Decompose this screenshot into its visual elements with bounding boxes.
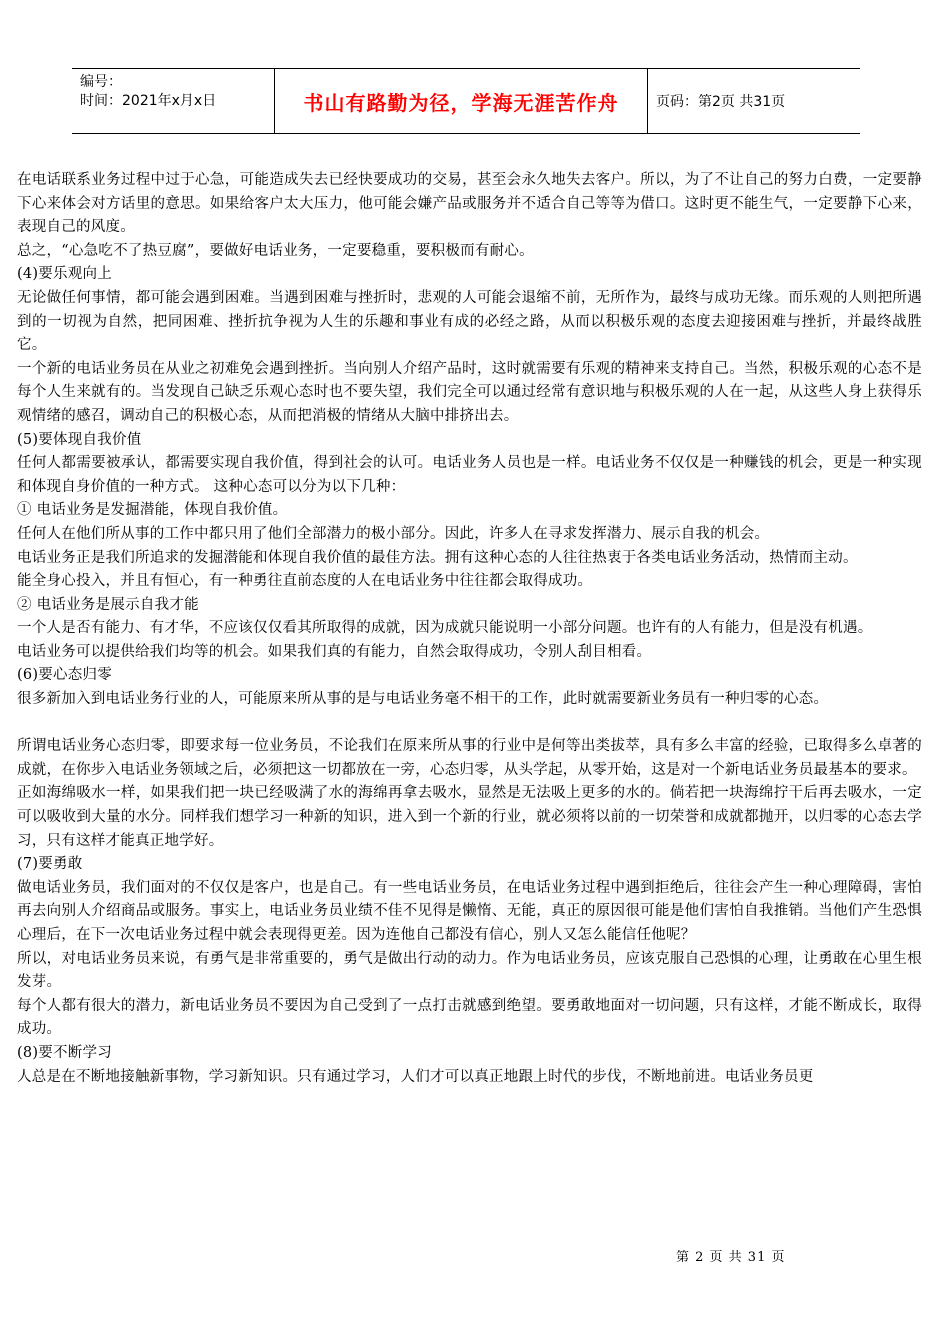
document-body: [17, 169, 922, 1089]
paragraph: 所谓电话业务心态归零，即要求每一位业务员，不论我们在原来所从事的行业中是何等出类拔萃，具有多么丰富的经验，已取得多么卓著的成就，在你步入电话业务领域之后，必须把这一切都放在一旁，心态归零，从头学起，从零开始，这是对一个新电话业务员最基本的要求。: [17, 738, 922, 778]
page-footer: 第 2 页 共 31 页: [676, 1250, 786, 1265]
paragraph: 在电话联系业务过程中过于心急，可能造成失去已经快要成功的交易，甚至会永久地失去客户。所以，为了不让自己的努力白费，一定要静下心来体会对方话里的意思。如果给客户太大压力，他可能会嫌产品或服务并不适合自己等等为借口。这时更不能生气，一定要静下心来，表现自己的风度。: [17, 172, 922, 236]
paragraph: 电话业务正是我们所追求的发掘潜能和体现自我价值的最佳方法。拥有这种心态的人往往热衷于各类电话业务活动，热情而主动。: [17, 549, 858, 566]
paragraph: 无论做任何事情，都可能会遇到困难。当遇到困难与挫折时，悲观的人可能会退缩不前，无所作为，最终与成功无缘。而乐观的人则把所遇到的一切视为自然，把同困难、挫折抗争视为人生的乐趣和事业有成的必经之路，从而以积极乐观的态度去迎接困难与挫折，并最终战胜它。: [17, 289, 922, 354]
blank-line: [17, 712, 922, 736]
paragraph: 电话业务可以提供给我们均等的机会。如果我们真的有能力，自然会取得成功，令别人刮目相看。: [17, 643, 652, 660]
section-heading: (4)要乐观向上: [17, 266, 113, 283]
header-motto-cell: [274, 69, 648, 133]
paragraph: 人总是在不断地接触新事物，学习新知识。只有通过学习，人们才可以真正地跟上时代的步伐，不断地前进。电话业务员更: [17, 1068, 814, 1085]
section-heading: (8)要不断学习: [17, 1044, 113, 1061]
list-item: ② 电话业务是展示自我才能: [17, 596, 199, 613]
paragraph: 所以，对电话业务员来说，有勇气是非常重要的，勇气是做出行动的动力。作为电话业务员，应该克服自己恐惧的心理，让勇敢在心里生根发芽。: [17, 950, 922, 991]
time-label: 时间：2021年x月x日: [80, 93, 217, 109]
paragraph: 正如海绵吸水一样，如果我们把一块已经吸满了水的海绵再拿去吸水，显然是无法吸上更多的水的。倘若把一块海绵拧干后再去吸水，一定可以吸收到大量的水分。同样我们想学习一种新的知识，进入到一个新的行业，就必须将以前的一切荣誉和成就都抛开，以归零的心态去学习，只有这样才能真正地学好。: [17, 785, 922, 849]
section-heading: (6)要心态归零: [17, 667, 113, 684]
paragraph: 总之，“心急吃不了热豆腐”，要做好电话业务，一定要稳重，要积极而有耐心。: [17, 242, 534, 259]
paragraph: 很多新加入到电话业务行业的人，可能原来所从事的是与电话业务毫不相干的工作，此时就需要新业务员有一种归零的心态。: [17, 691, 829, 708]
paragraph: 每个人都有很大的潜力，新电话业务员不要因为自己受到了一点打击就感到绝望。要勇敢地面对一切问题，只有这样，才能不断成长，取得成功。: [17, 997, 922, 1038]
header-table: [72, 68, 860, 134]
paragraph: 一个人是否有能力、有才华，不应该仅仅看其所取得的成就，因为成就只能说明一小部分问题。也许有的人有能力，但是没有机遇。: [17, 620, 873, 637]
paragraph: 任何人在他们所从事的工作中都只用了他们全部潜力的极小部分。因此，许多人在寻求发挥潜力、展示自我的机会。: [17, 525, 770, 542]
paragraph: 做电话业务员，我们面对的不仅仅是客户，也是自己。有一些电话业务员，在电话业务过程中遇到拒绝后，往往会产生一种心理障碍，害怕再去向别人介绍商品或服务。事实上，电话业务员业绩不佳不见得是懒惰、无能，真正的原因很可能是他们害怕自我推销。当他们产生恐惧心理后，在下一次电话业务过程中就会表现得更差。因为连他自己都没有信心，别人又怎么能信任他呢？: [17, 879, 922, 943]
list-item: ① 电话业务是发掘潜能，体现自我价值。: [17, 502, 288, 519]
paragraph: 能全身心投入，并且有恒心，有一种勇往直前态度的人在电话业务中往往都会取得成功。: [17, 573, 593, 590]
paragraph: 任何人都需要被承认，都需要实现自我价值，得到社会的认可。电话业务人员也是一样。电话业务不仅仅是一种赚钱的机会，更是一种实现和体现自身价值的一种方式。 这种心态可以分为以下几种：: [17, 455, 922, 495]
header-page-cell: [648, 69, 860, 133]
number-label: 编号：: [80, 74, 122, 90]
motto: 书山有路勤为径，学海无涯苦作舟: [303, 90, 619, 115]
section-heading: (5)要体现自我价值: [17, 431, 142, 448]
page-info: 页码：第2页 共31页: [656, 94, 786, 110]
section-heading: (7)要勇敢: [17, 856, 83, 873]
header-left-cell: [72, 69, 274, 133]
paragraph: 一个新的电话业务员在从业之初难免会遇到挫折。当向别人介绍产品时，这时就需要有乐观的精神来支持自己。当然，积极乐观的心态不是每个人生来就有的。当发现自己缺乏乐观心态时也不要失望，我们完全可以通过经常有意识地与积极乐观的人在一起，从这些人身上获得乐观情绪的感召，调动自己的积极心态，从而把消极的情绪从大脑中排挤出去。: [17, 360, 922, 424]
